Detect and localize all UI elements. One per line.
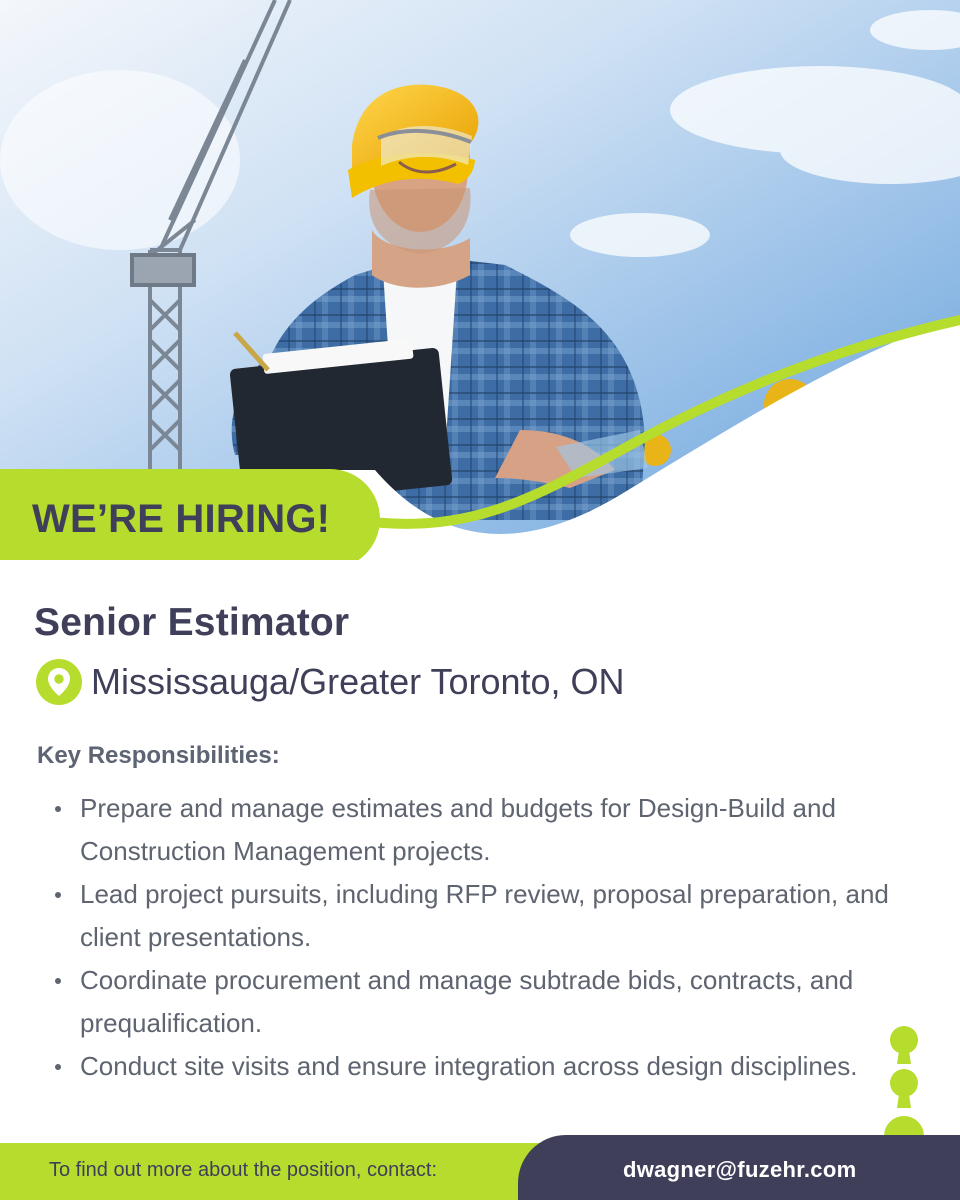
responsibilities-list <box>80 787 900 1088</box>
contact-label: To find out more about the position, contact: <box>49 1159 438 1181</box>
responsibility-item: Coordinate procurement and manage subtrade bids, contracts, and prequalification. <box>80 959 900 1045</box>
contact-email-link[interactable]: dwagner@fuzehr.com <box>623 1157 857 1182</box>
responsibility-item: Conduct site visits and ensure integration across design disciplines. <box>80 1045 900 1088</box>
job-location <box>35 658 625 706</box>
job-title: Senior Estimator <box>34 601 350 644</box>
responsibility-item: Prepare and manage estimates and budgets for Design-Build and Construction Management projects. <box>80 787 900 873</box>
location-pin-icon <box>35 658 83 706</box>
responsibilities-heading: Key Responsibilities: <box>37 742 280 769</box>
hiring-badge-text: WE’RE HIRING! <box>32 496 331 541</box>
hero-banner <box>0 0 960 560</box>
hiring-badge <box>0 469 380 560</box>
responsibility-item: Lead project pursuits, including RFP review, proposal preparation, and client presentations. <box>80 873 900 959</box>
job-location-text: Mississauga/Greater Toronto, ON <box>91 661 625 702</box>
